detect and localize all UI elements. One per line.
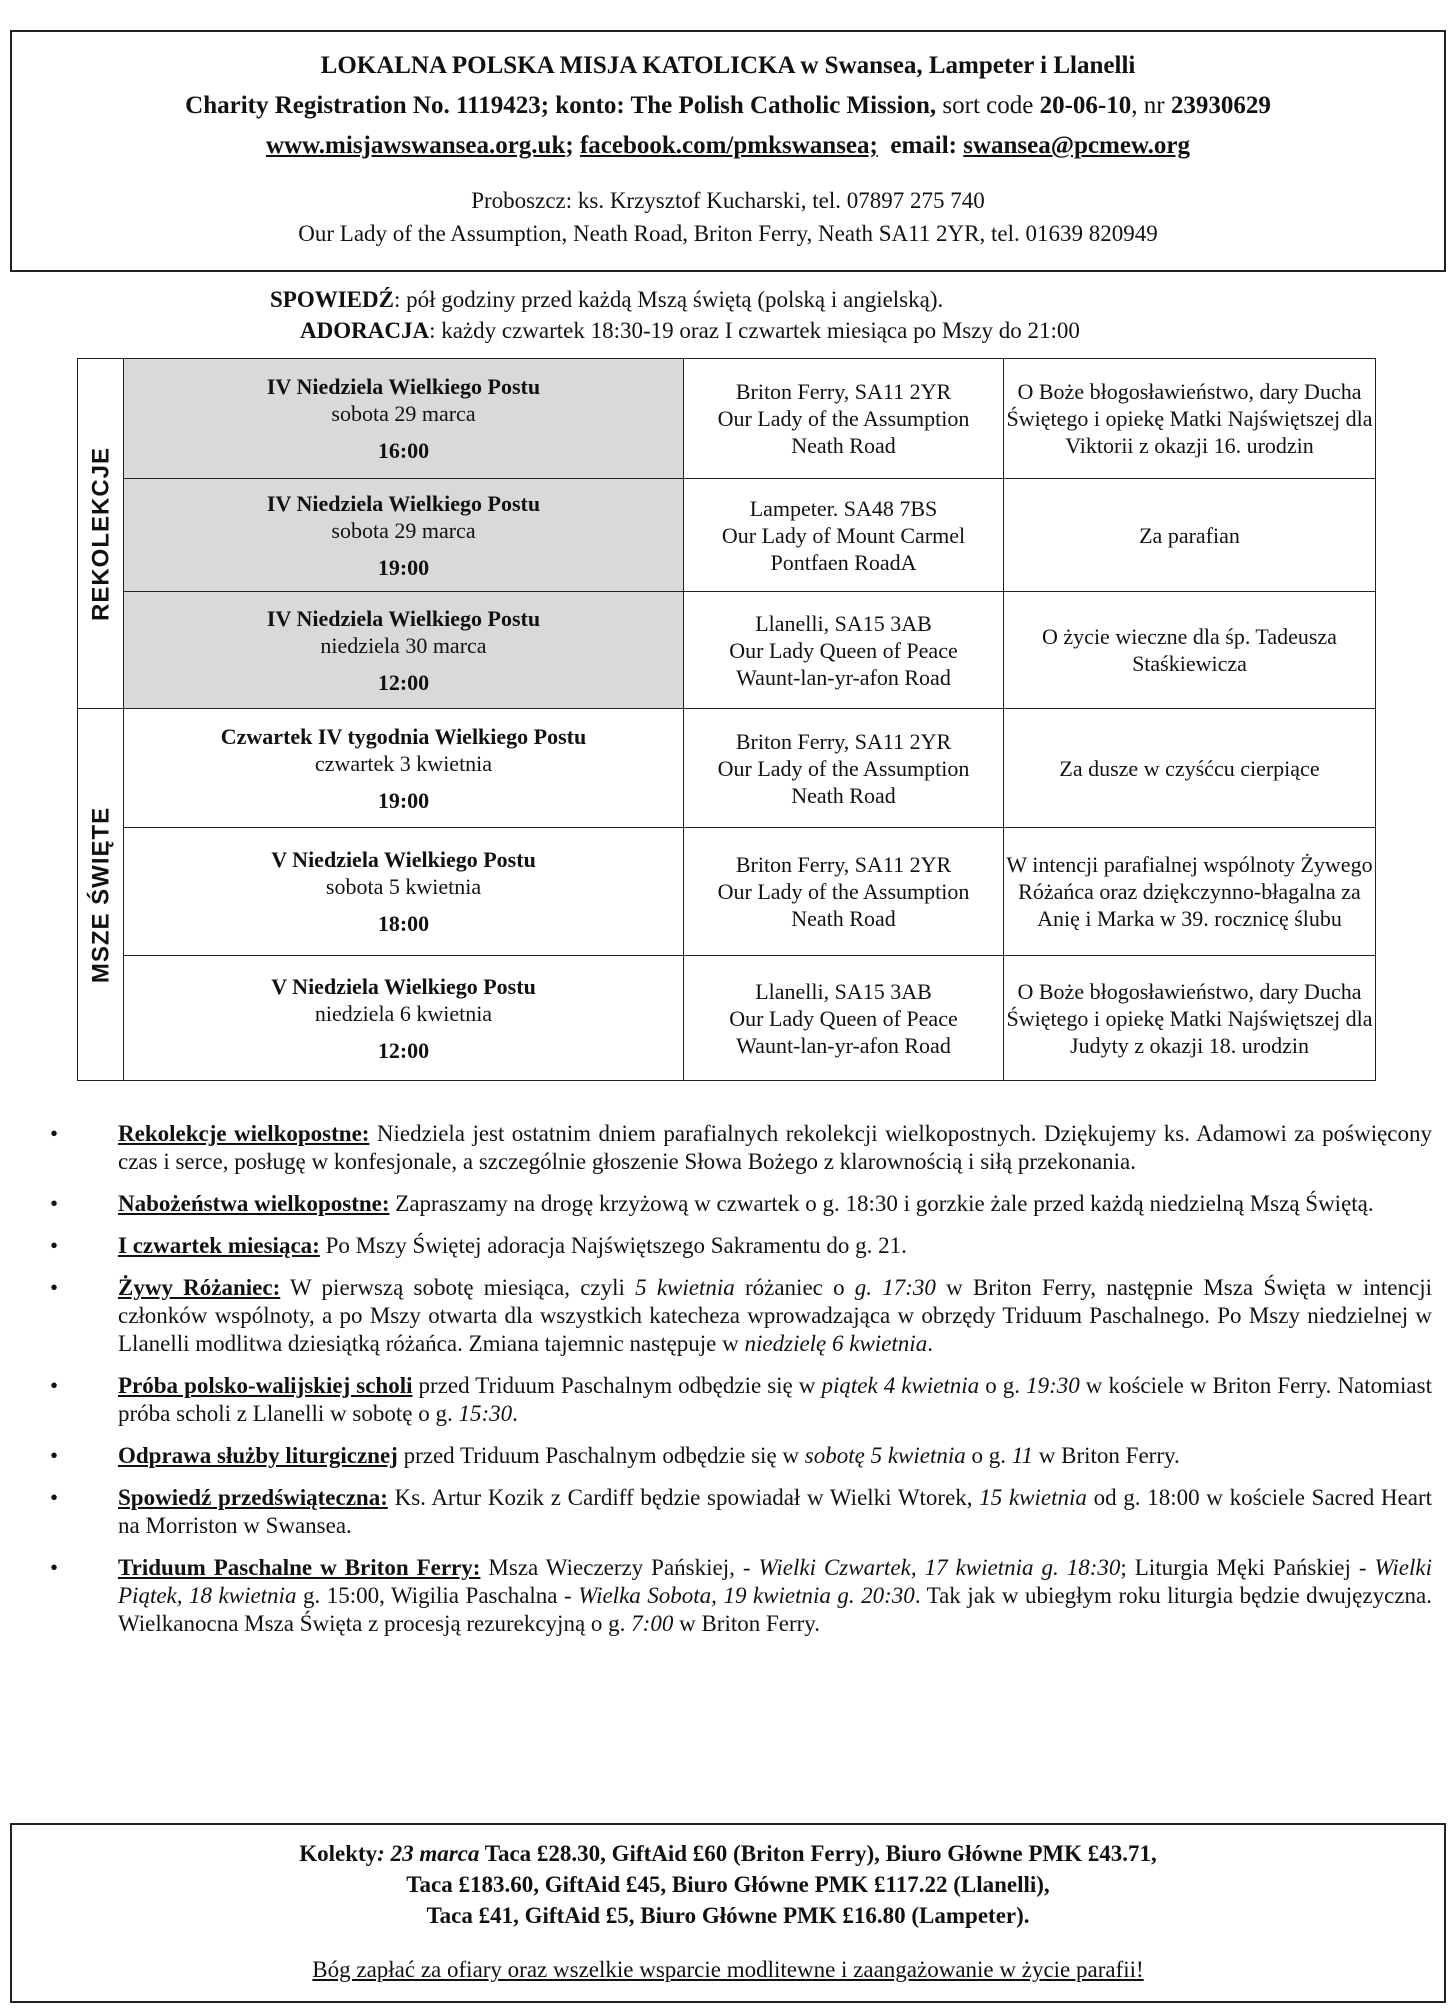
mass-schedule-table xyxy=(77,358,1376,1081)
announcement-text: o g. xyxy=(965,1443,1012,1468)
place-road: Neath Road xyxy=(791,782,896,808)
mass-title: IV Niedziela Wielkiego Postu xyxy=(266,374,541,399)
date-cell xyxy=(124,709,684,828)
announcement-time: g. 17:30 xyxy=(854,1275,936,1300)
announcement-date: niedzielę 6 kwietnia xyxy=(744,1331,928,1356)
place-town: Llanelli, SA15 3AB xyxy=(755,610,932,636)
email-link[interactable]: swansea@pcmew.org xyxy=(963,132,1190,159)
table-row xyxy=(78,592,1376,709)
announcement-text: różaniec o xyxy=(734,1275,855,1300)
place-road: Waunt-lan-yr-afon Road xyxy=(736,1032,951,1058)
announcement-heading: Rekolekcje wielkopostne: xyxy=(118,1121,370,1146)
bullet-icon: • xyxy=(50,1233,59,1258)
announcement-time: 11 xyxy=(1011,1443,1034,1468)
date-cell xyxy=(124,956,684,1081)
thanks-note: Bóg zapłać za ofiary oraz wszelkie wsparcie modlitewne i zaangażowanie w życie parafii! xyxy=(312,1957,1144,1982)
place-road: Neath Road xyxy=(791,906,896,931)
date-cell xyxy=(124,479,684,592)
account-number-label: , nr xyxy=(1131,92,1171,119)
intention-cell: W intencji parafialnej wspólnoty Żywego Różańca oraz dziękczynno-błagalna za Anię i Marka w 39. rocznicę ślubu xyxy=(1004,828,1376,956)
announcement-text: o g. xyxy=(979,1373,1027,1398)
announcement-text: . Tak jak w ubiegłym roku liturgia będzie dwujęzyczna. Wielkanocna Msza Święta z procesją rezurekcyjną o g. xyxy=(118,1583,1432,1636)
place-church: Our Lady of Mount Carmel xyxy=(721,522,966,548)
announcement-text: w Briton Ferry, następnie Msza Święta w intencji członków wspólnoty, a po Mszy otwarta dla wszystkich katecheza wprowadzająca w obrzędy Triduum Paschalnego. Po Mszy niedzielnej w Llanelli modlitwa dziesiątką różańca. Zmiana tajemnic następuje w xyxy=(118,1275,1432,1356)
collections-line-3: Taca £41, GiftAid £5, Biuro Główne PMK £16.80 (Lampeter). xyxy=(426,1903,1030,1928)
announcement-text: w Briton Ferry. xyxy=(1033,1443,1180,1468)
bullet-icon: • xyxy=(50,1443,59,1468)
announcement-retreat xyxy=(42,1120,1432,1176)
collections-briton-ferry: Taca £28.30, GiftAid £60 (Briton Ferry), Biuro Główne PMK £43.71, xyxy=(479,1841,1157,1866)
announcement-time: 7:00 xyxy=(631,1611,674,1636)
confession-line xyxy=(270,284,1080,315)
bullet-icon: • xyxy=(50,1373,59,1398)
collections-box xyxy=(10,1823,1446,2003)
date-cell xyxy=(124,592,684,709)
place-cell xyxy=(684,359,1004,479)
announcement-heading: Próba polsko-walijskiej scholi xyxy=(118,1373,413,1398)
announcement-heading: Spowiedź przedświąteczna: xyxy=(118,1485,388,1510)
section-label-retreat xyxy=(78,359,124,709)
collections-line-1 xyxy=(12,1838,1444,1869)
place-cell xyxy=(684,828,1004,956)
announcement-time: 19:30 xyxy=(1026,1373,1080,1398)
announcement-first-thursday xyxy=(42,1232,1432,1260)
place-church: Our Lady Queen of Peace xyxy=(729,1005,958,1031)
mass-date: sobota 5 kwietnia xyxy=(325,874,482,899)
date-cell xyxy=(124,828,684,956)
announcement-text: Zapraszamy na drogę krzyżową w czwartek o g. 18:30 i gorzkie żale przed każdą niedzielną Mszą Świętą. xyxy=(389,1191,1374,1216)
mass-title: Czwartek IV tygodnia Wielkiego Postu xyxy=(220,723,587,749)
table-row xyxy=(78,359,1376,479)
announcement-text: Po Mszy Świętej adoracja Najświętszego Sakramentu do g. 21. xyxy=(319,1233,907,1258)
announcement-time: 15:30 xyxy=(458,1401,513,1426)
place-road: Pontfaen RoadA xyxy=(770,549,917,575)
contact-line xyxy=(12,126,1444,166)
intention-cell: O Boże błogosławieństwo, dary Ducha Świętego i opiekę Matki Najświętszej dla Judyty z okazji 18. urodzin xyxy=(1004,956,1376,1081)
sort-code: 20-06-10 xyxy=(1039,92,1132,119)
bullet-icon: • xyxy=(50,1191,59,1216)
mass-time: 19:00 xyxy=(377,787,430,813)
place-road: Neath Road xyxy=(791,433,896,458)
announcement-text: ; Liturgia Męki Pańskiej - xyxy=(1120,1555,1375,1580)
announcements-list xyxy=(42,1120,1432,1652)
place-cell xyxy=(684,479,1004,592)
place-church: Our Lady of the Assumption xyxy=(717,879,970,904)
retreat-label: REKOLEKCJE xyxy=(87,446,114,621)
charity-line xyxy=(12,86,1444,126)
place-church: Our Lady of the Assumption xyxy=(717,406,970,431)
mass-date: czwartek 3 kwietnia xyxy=(314,750,493,776)
announcement-rosary xyxy=(42,1274,1432,1358)
mass-title: IV Niedziela Wielkiego Postu xyxy=(266,490,541,516)
bullet-icon: • xyxy=(50,1485,59,1510)
pastor-line: Proboszcz: ks. Krzysztof Kucharski, tel. 07897 275 740 xyxy=(471,188,985,213)
place-cell xyxy=(684,709,1004,828)
place-town: Briton Ferry, SA11 2YR xyxy=(735,379,952,404)
bullet-icon: • xyxy=(50,1275,59,1300)
announcement-text: . xyxy=(512,1401,518,1426)
announcement-date: Wielka Sobota, 19 kwietnia g. 20:30 xyxy=(578,1583,915,1608)
announcement-heading: Odprawa służby liturgicznej xyxy=(118,1443,398,1468)
announcement-date: Wielki Piątek, 18 kwietnia xyxy=(118,1555,1432,1608)
confession-text: : pół godziny przed każdą Mszą świętą (polską i angielską). xyxy=(393,287,944,312)
announcement-heading: I czwartek miesiąca: xyxy=(118,1233,320,1258)
announcement-text: Ks. Artur Kozik z Cardiff będzie spowiadał w Wielki Wtorek, xyxy=(387,1485,980,1510)
mass-title: V Niedziela Wielkiego Postu xyxy=(271,973,536,999)
place-town: Briton Ferry, SA11 2YR xyxy=(735,728,952,754)
announcement-date: piątek 4 kwietnia xyxy=(821,1373,980,1398)
website-link[interactable]: www.misjawswansea.org.uk xyxy=(266,132,566,159)
announcement-text: g. 15:00, Wigilia Paschalna - xyxy=(296,1583,579,1608)
intention-cell: Za dusze w czyśćcu cierpiące xyxy=(1004,709,1376,828)
mass-date: sobota 29 marca xyxy=(331,517,476,543)
header-box xyxy=(10,30,1446,272)
mass-time: 12:00 xyxy=(377,669,430,695)
intention-cell: Za parafian xyxy=(1004,479,1376,592)
mass-date: sobota 29 marca xyxy=(331,401,476,426)
mass-time: 16:00 xyxy=(377,438,430,463)
masses-label: MSZE ŚWIĘTE xyxy=(87,806,114,983)
announcement-text: Niedziela jest ostatnim dniem parafialnych rekolekcji wielkopostnych. Dziękujemy ks. Adamowi za poświęcony czas i serce, posługę w konfesjonale, a szczególnie głoszenie Słowa Bożego z klarownością i siłą przekonania. xyxy=(118,1121,1432,1174)
announcement-text: przed Triduum Paschalnym odbędzie się w xyxy=(397,1443,805,1468)
mass-date: niedziela 30 marca xyxy=(320,632,487,658)
mass-time: 19:00 xyxy=(377,554,430,580)
collections-label: Kolekty xyxy=(299,1841,378,1866)
church-address: Our Lady of the Assumption, Neath Road, Briton Ferry, Neath SA11 2YR, tel. 01639 820949 xyxy=(298,221,1158,246)
announcement-text: w Briton Ferry. xyxy=(673,1611,821,1636)
facebook-link[interactable]: facebook.com/pmkswansea; xyxy=(579,132,878,159)
announcement-text: Msza Wieczerzy Pańskiej, - xyxy=(480,1555,759,1580)
date-cell xyxy=(124,359,684,479)
place-road: Waunt-lan-yr-afon Road xyxy=(736,664,951,690)
table-row xyxy=(78,956,1376,1081)
announcement-text: od g. 18:00 w kościele Sacred Heart na Morriston w Swansea. xyxy=(118,1485,1432,1538)
announcement-text: w kościele w Briton Ferry. Natomiast próba scholi z Llanelli w sobotę o g. xyxy=(118,1373,1432,1426)
mass-time: 18:00 xyxy=(377,911,430,936)
table-row xyxy=(78,828,1376,956)
announcement-heading: Nabożeństwa wielkopostne: xyxy=(118,1191,390,1216)
mass-date: niedziela 6 kwietnia xyxy=(314,1000,493,1026)
confession-label: SPOWIEDŹ xyxy=(270,287,394,312)
email-label: email: xyxy=(890,132,964,159)
mass-title: IV Niedziela Wielkiego Postu xyxy=(266,605,541,631)
intention-cell: O życie wieczne dla śp. Tadeusza Staśkiewicza xyxy=(1004,592,1376,709)
announcement-confession xyxy=(42,1484,1432,1540)
place-church: Our Lady Queen of Peace xyxy=(729,637,958,663)
info-block xyxy=(270,284,1080,346)
collections-line-2: Taca £183.60, GiftAid £45, Biuro Główne PMK £117.22 (Llanelli), xyxy=(406,1872,1050,1897)
section-label-masses xyxy=(78,709,124,1081)
announcement-choir xyxy=(42,1372,1432,1428)
mission-title: LOKALNA POLSKA MISJA KATOLICKA w Swansea, Lampeter i Llanelli xyxy=(320,52,1136,79)
announcement-date: 5 kwietnia xyxy=(635,1275,735,1300)
account-name: The Polish Catholic Mission, xyxy=(630,92,937,119)
table-row xyxy=(78,479,1376,592)
announcement-date: 15 kwietnia xyxy=(979,1485,1087,1510)
announcement-text: . xyxy=(927,1331,933,1356)
announcement-heading: Triduum Paschalne w Briton Ferry: xyxy=(118,1555,481,1580)
mass-title: V Niedziela Wielkiego Postu xyxy=(271,847,536,872)
adoration-text: : każdy czwartek 18:30-19 oraz I czwartek miesiąca po Mszy do 21:00 xyxy=(429,318,1080,343)
announcement-lent-services xyxy=(42,1190,1432,1218)
account-number: 23930629 xyxy=(1170,92,1271,119)
announcement-heading: Żywy Różaniec: xyxy=(118,1275,281,1300)
table-row xyxy=(78,709,1376,828)
place-town: Lampeter. SA48 7BS xyxy=(749,495,938,521)
announcement-text: przed Triduum Paschalnym odbędzie się w xyxy=(412,1373,822,1398)
place-town: Briton Ferry, SA11 2YR xyxy=(735,852,952,877)
announcement-triduum xyxy=(42,1554,1432,1638)
separator: ; xyxy=(565,132,574,159)
announcement-altar-servers xyxy=(42,1442,1432,1470)
place-cell xyxy=(684,592,1004,709)
announcement-date: sobotę 5 kwietnia xyxy=(804,1443,966,1468)
announcement-date: Wielki Czwartek, 17 kwietnia g. 18:30 xyxy=(758,1555,1121,1580)
bullet-icon: • xyxy=(50,1555,59,1580)
mass-time: 12:00 xyxy=(377,1037,430,1063)
adoration-line xyxy=(270,315,1080,346)
bullet-icon: • xyxy=(50,1121,59,1146)
collections-date: : 23 marca xyxy=(377,1841,480,1866)
adoration-label: ADORACJA xyxy=(300,318,430,343)
place-church: Our Lady of the Assumption xyxy=(717,755,970,781)
place-cell xyxy=(684,956,1004,1081)
intention-cell: O Boże błogosławieństwo, dary Ducha Świętego i opiekę Matki Najświętszej dla Viktorii z okazji 16. urodzin xyxy=(1004,359,1376,479)
charity-label: Charity Registration No. 1119423; konto: xyxy=(185,92,631,119)
place-town: Llanelli, SA15 3AB xyxy=(755,978,932,1004)
sort-code-label: sort code xyxy=(936,92,1040,119)
announcement-text: W pierwszą sobotę miesiąca, czyli xyxy=(280,1275,636,1300)
